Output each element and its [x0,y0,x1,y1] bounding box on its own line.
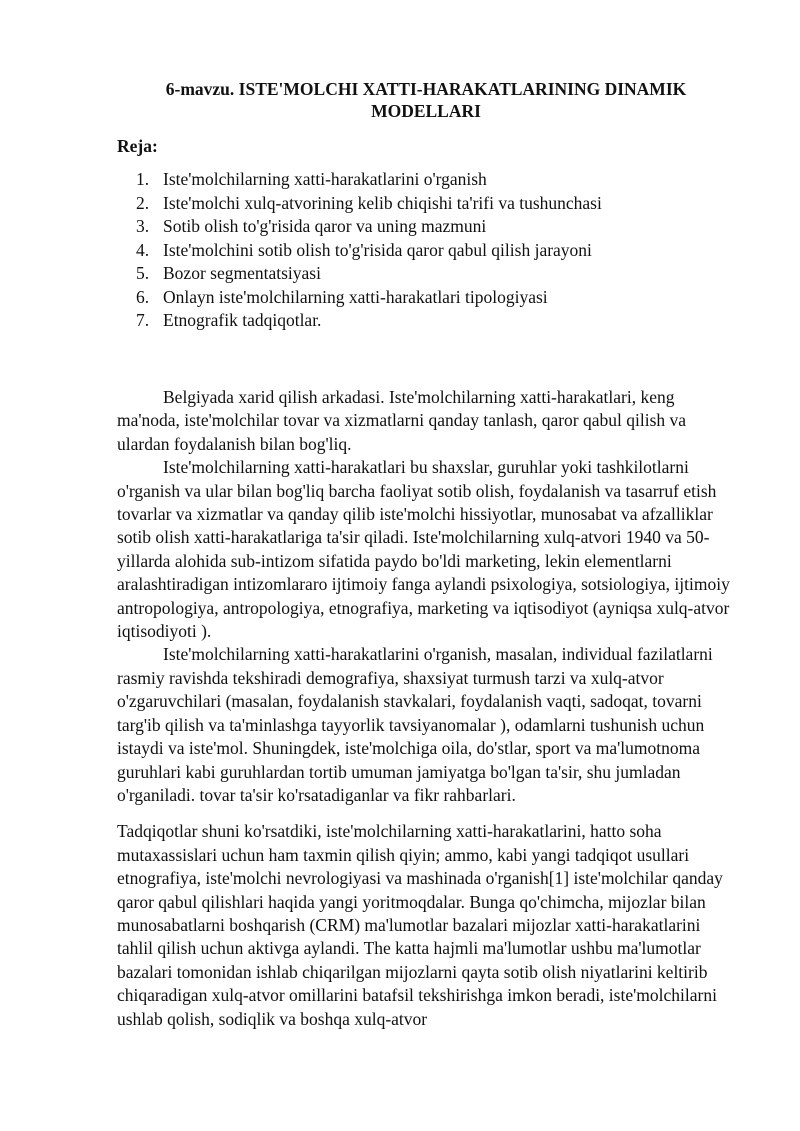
plan-item [136,239,602,263]
plan-item-number: 2. [136,192,150,213]
paragraph: Belgiyada xarid qilish arkadasi. Iste'molchilarning xatti-harakatlari, keng ma'noda, iste'molchilar tovar va xizmatlarni qanday tanlash, qaror qabul qilish va ulardan foydalanish bilan bog'liq. [117,387,687,454]
plan-item-number: 5. [136,263,150,283]
plan-list [136,168,602,333]
plan-item-number: 6. [136,286,150,307]
plan-item [136,215,602,239]
plan-item [136,309,602,333]
plan-item-number: 1. [136,169,150,189]
plan-item-text: Iste'molchi xulq-atvorining kelib chiqishi ta'rifi va tushunchasi [163,192,602,213]
paragraph: Iste'molchilarning xatti-harakatlarini o'rganish, masalan, individual fazilatlarni rasmiy ravishda tekshiradi demografiya, shaxsiyat turmush tarzi va xulq-atvor o'zgaruvchilari (masalan, foydalanish stavkalari, foydalanish vaqti, sadoqat, tovarni targ'ib qilish va ta'minlashga tayyorlik tavsiyanomalar ), odamlarni tushunish uchun istaydi va iste'mol. Shuningdek, iste'molchiga oila, do'stlar, sport va ma'lumotnoma guruhlari kabi guruhlardan tortib umuman jamiyatga bo'lgan ta'sir, shu jumladan o'rganiladi. tovar ta'sir ko'rsatadiganlar va fikr rahbarlari. [117,644,713,805]
paragraph: Tadqiqotlar shuni ko'rsatdiki, iste'molchilarning xatti-harakatlarini, hatto soha mutaxassislari uchun ham taxmin qilish qiyin; ammo, kabi yangi tadqiqot usullari etnografiya, iste'molchi nevrologiyasi va mashinada o'rganish[1] iste'molchilar qanday qaror qabul qilishlari haqida yangi yoritmoqdalar. Bunga qo'chimcha, mijozlar bilan munosabatlarni boshqarish (CRM) ma'lumotlar bazalari mijozlar xatti-harakatlarini tahlil qilish uchun aktivga aylandi. The katta hajmli ma'lumotlar ushbu ma'lumotlar bazalari tomonidan ishlab chiqarilgan mijozlarni qayta sotib olish niyatlarini keltirib chiqaradigan xulq-atvor omillarini batafsil tekshirishga imkon beradi, iste'molchilarni ushlab qolish, sodiqlik va boshqa xulq-atvor [117,821,723,1029]
paragraph: Iste'molchilarning xatti-harakatlari bu shaxslar, guruhlar yoki tashkilotlarni o'rganish va ular bilan bog'liq barcha faoliyat sotib olish, foydalanish va tasarruf etish tovarlar va xizmatlar va qanday qilib iste'molchi hissiyotlar, munosabat va afzalliklar sotib olish xatti-harakatlariga ta'sir qiladi. Iste'molchilarning xulq-atvori 1940 va 50-yillarda alohida sub-intizom sifatida paydo bo'ldi marketing, lekin elementlarni aralashtiradigan intizomlararo ijtimoiy fanga aylandi psixologiya, sotsiologiya, ijtimoiy antropologiya, antropologiya, etnografiya, marketing va iqtisodiyot (ayniqsa xulq-atvor iqtisodiyoti ). [117,457,730,642]
plan-item [136,262,602,286]
plan-heading: Reja: [117,136,158,156]
plan-item [136,286,602,310]
plan-item-number: 3. [136,216,150,236]
plan-item-text: Etnografik tadqiqotlar. [163,310,322,330]
plan-item-text: Sotib olish to'g'risida qaror va uning mazmuni [163,216,487,236]
plan-item [136,192,602,216]
plan-item-text: Bozor segmentatsiyasi [163,263,321,283]
body-text [117,386,737,1031]
plan-item-number: 4. [136,239,150,260]
document-title: 6-mavzu. ISTE'MOLCHI XATTI-HARAKATLARINING DINAMIK MODELLARI [165,79,687,121]
plan-item [136,168,602,192]
plan-item-text: Onlayn iste'molchilarning xatti-harakatlari tipologiyasi [163,286,548,307]
plan-item-text: Iste'molchilarning xatti-harakatlarini o'rganish [163,169,487,189]
plan-item-text: Iste'molchini sotib olish to'g'risida qaror qabul qilish jarayoni [163,239,592,260]
plan-item-number: 7. [136,310,150,330]
